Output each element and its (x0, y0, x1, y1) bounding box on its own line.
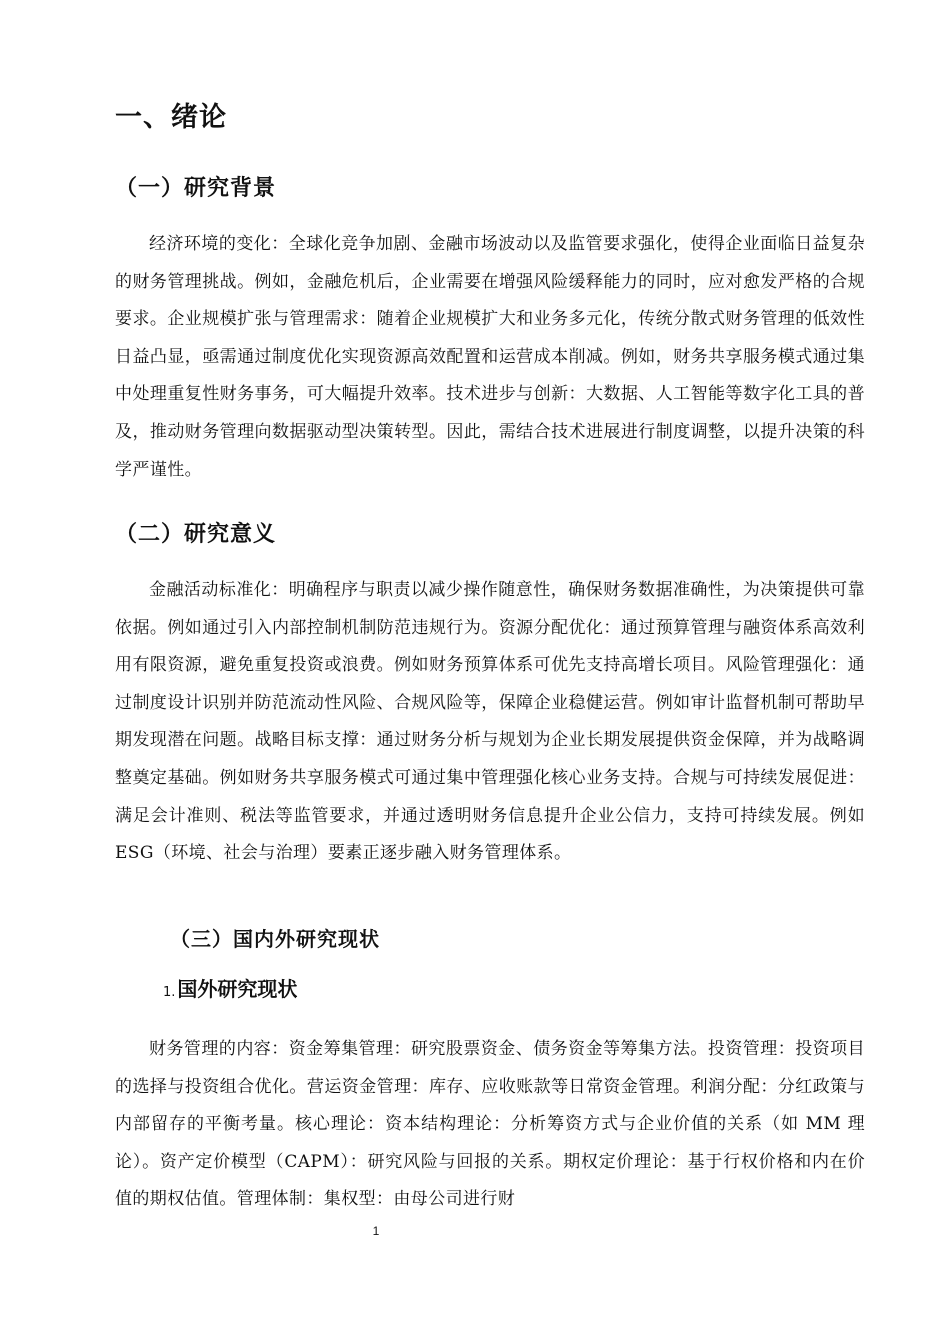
subsection-title: 国外研究现状 (177, 977, 298, 1001)
paragraph-foreign-research: 财务管理的内容：资金筹集管理：研究股票资金、债务资金等筹集方法。投资管理：投资项目的选择与投资组合优化。营运资金管理：库存、应收账款等日常资金管理。利润分配：分红政策与内部留存的平衡考量。核心理论：资本结构理论：分析筹资方式与企业价值的关系（如 MM 理论）。资产定价模型（CAPM）：研究风险与回报的关系。期权定价理论：基于行权价格和内在价值的期权估值。管理体制：集权型：由母公司进行财 (115, 1039, 865, 1210)
page-number: 1 (372, 1224, 380, 1238)
paragraph-significance: 金融活动标准化：明确程序与职责以减少操作随意性，确保财务数据准确性，为决策提供可靠依据。例如通过引入内部控制机制防范违规行为。资源分配优化：通过预算管理与融资体系高效利用有限资源，避免重复投资或浪费。例如财务预算体系可优先支持高增长项目。风险管理强化：通过制度设计识别并防范流动性风险、合规风险等，保障企业稳健运营。例如审计监督机制可帮助早期发现潜在问题。战略目标支撑：通过财务分析与规划为企业长期发展提供资金保障，并为战略调整奠定基础。例如财务共享服务模式可通过集中管理强化核心业务支持。合规与可持续发展促进：满足会计准则、税法等监管要求，并通过透明财务信息提升企业公信力，支持可持续发展。例如 ESG（环境、社会与治理）要素正逐步融入财务管理体系。 (115, 580, 865, 864)
section-heading-significance: （二）研究意义 (115, 522, 277, 547)
paragraph-background: 经济环境的变化：全球化竞争加剧、金融市场波动以及监管要求强化，使得企业面临日益复杂的财务管理挑战。例如，金融危机后，企业需要在增强风险缓释能力的同时，应对愈发严格的合规要求。企业规模扩张与管理需求：随着企业规模扩大和业务多元化，传统分散式财务管理的低效性日益凸显，亟需通过制度优化实现资源高效配置和运营成本削减。例如，财务共享服务模式通过集中处理重复性财务事务，可大幅提升效率。技术进步与创新：大数据、人工智能等数字化工具的普及，推动财务管理向数据驱动型决策转型。因此，需结合技术进展进行制度调整，以提升决策的科学严谨性。 (115, 234, 865, 480)
chapter-title: 一、绪论 (115, 102, 227, 133)
section-heading-research-status: （三）国内外研究现状 (170, 927, 380, 951)
subsection-heading-foreign (163, 975, 563, 1007)
subsection-number: 1. (163, 985, 176, 1000)
section-heading-background: （一）研究背景 (115, 176, 277, 201)
